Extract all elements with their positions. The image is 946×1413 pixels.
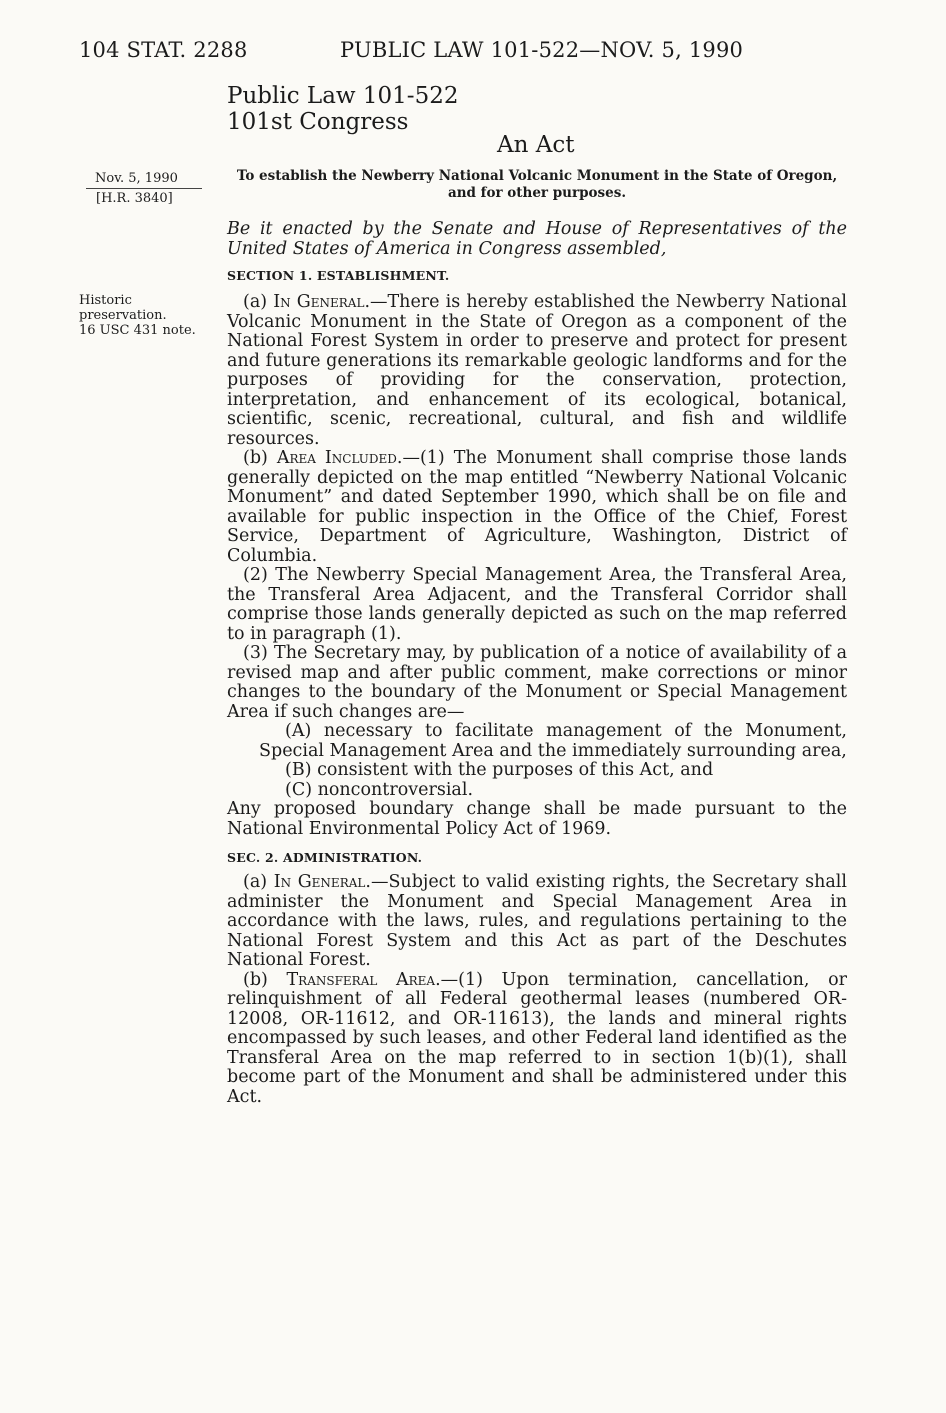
section-1-paragraph-b2: (2) The Newberry Special Management Area, the Transferal Area, the Transferal Area Adjacent, and the Transferal Corridor shall comprise those lands generally depicted as such on the map referred to in paragraph (1). — [227, 565, 847, 644]
section-1-paragraph-b: (b) Area Included.—(1) The Monument shall comprise those lands generally depicted on the map entitled “Newberry National Volcanic Monument” and dated September 1990, which shall be on file and available for public inspection in the Office of the Chief, Forest Service, Department of Agriculture, Washington, District of Columbia. — [227, 448, 847, 566]
section-1-heading: SECTION 1. ESTABLISHMENT. — [227, 268, 450, 283]
margin-divider — [86, 188, 202, 189]
purpose-statement: To establish the Newberry National Volcanic Monument in the State of Oregon, and for other purposes. — [236, 168, 838, 201]
margin-usc-citation: 16 USC 431 note. — [79, 323, 196, 338]
congress-number: 101st Congress — [227, 109, 409, 135]
enacting-clause: Be it enacted by the Senate and House of Representatives of the United States of America in Congress assembled, — [227, 219, 847, 259]
section-1-paragraph-b3: (3) The Secretary may, by publication of a notice of availability of a revised map and after public comment, make corrections or minor changes to the boundary of the Monument or Special Management Area if such changes are— — [227, 643, 847, 722]
section-2-paragraph-b: (b) Transferal Area.—(1) Upon termination, cancellation, or relinquishment of all Federal geothermal leases (numbered OR-12008, OR-11612, and OR-11613), the lands and mineral rights encompassed by such leases, and other Federal land identified as the Transferal Area on the map referred to in section 1(b)(1), shall become part of the Monument and shall be administered under this Act. — [227, 969, 848, 1107]
section-1-clause-b: (B) consistent with the purposes of this Act, and — [285, 760, 714, 780]
section-1-body — [227, 293, 847, 839]
margin-historic-line2: preservation. — [79, 308, 167, 323]
act-heading: An Act — [497, 132, 575, 158]
section-1-paragraph-a: (a) In General.—There is hereby established the Newberry National Volcanic Monument in the State of Oregon as a component of the National Forest System in order to preserve and protect for present and future generations its remarkable geologic landforms and for the purposes of providing for the conservation, protection, interpretation, and enhancement of its ecological, botanical, scientific, scenic, recreational, cultural, and fish and wildlife resources. — [227, 292, 847, 449]
margin-historic-line1: Historic — [79, 293, 132, 308]
section-2-paragraph-a: (a) In General.—Subject to valid existing rights, the Secretary shall administer the Monument and Special Management Area in accordance with the laws, rules, and regulations pertaining to the National Forest System and this Act as part of the Deschutes National Forest. — [227, 872, 847, 970]
law-and-date-header: PUBLIC LAW 101-522—NOV. 5, 1990 — [340, 38, 744, 62]
margin-date: Nov. 5, 1990 — [95, 171, 178, 186]
margin-historic-note — [79, 293, 196, 338]
section-1-closing: Any proposed boundary change shall be made pursuant to the National Environmental Policy Act of 1969. — [227, 799, 847, 839]
margin-bill-number: [H.R. 3840] — [96, 191, 173, 206]
section-2-heading: SEC. 2. ADMINISTRATION. — [227, 850, 423, 865]
stat-page-reference: 104 STAT. 2288 — [79, 38, 248, 62]
section-1-clause-c: (C) noncontroversial. — [285, 779, 474, 800]
section-1-clause-a: (A) necessary to facilitate management of the Monument, Special Management Area and the immediately surrounding area, — [259, 721, 847, 761]
section-2-body — [227, 873, 847, 1107]
law-number: Public Law 101-522 — [227, 83, 459, 109]
